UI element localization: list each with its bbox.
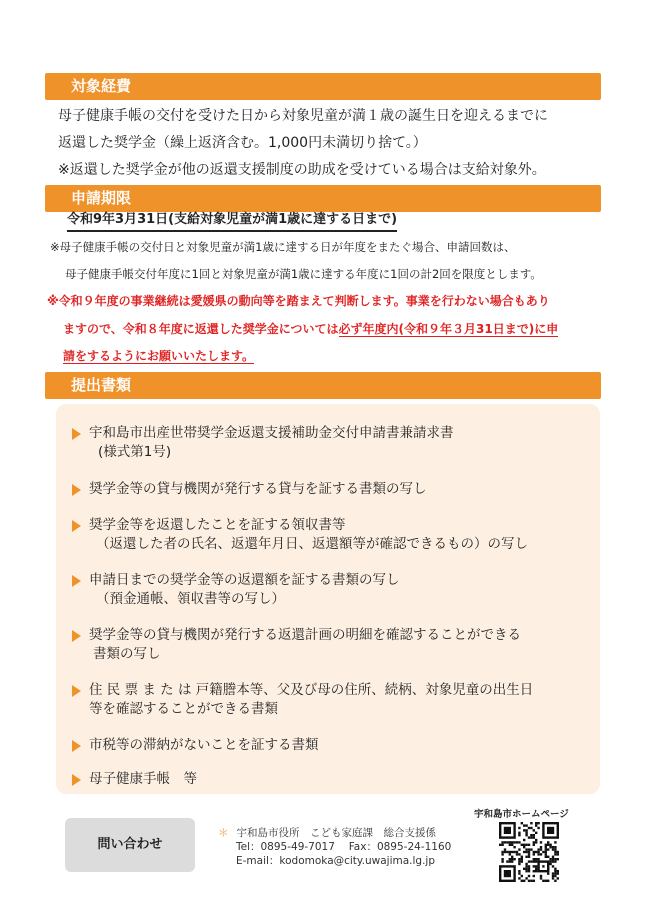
expense-text-line2: 返還した奨学金（繰上返済含む。1,000円未満切り捨て。） [58, 135, 427, 151]
period-note-line1: ※母子健康手帳の交付日と対象児童が満1歳に達する日が年度をまたぐ場合、申請回数は、 [50, 240, 516, 254]
application-deadline: 令和9年3月31日(支給対象児童が満1歳に達する日まで) [67, 210, 397, 232]
triangle-bullet-icon [72, 630, 81, 642]
document-item [72, 626, 521, 664]
document-item-line2: （預金通帳、領収書等の写し） [96, 591, 285, 607]
warning-note-line2b: 必ず年度内(令和９年３月31日まで)に申 [338, 322, 559, 336]
triangle-bullet-icon [72, 520, 81, 532]
document-item-line1: 市税等の滞納がないことを証する書類 [89, 737, 319, 753]
contact-info [218, 826, 451, 868]
document-item-line1: 申請日までの奨学金等の返還額を証する書類の写し [89, 572, 400, 588]
document-item-line1: 住 民 票 ま た は 戸籍謄本等、父及び母の住所、続柄、対象児童の出生日 [89, 682, 534, 698]
document-item [72, 424, 454, 462]
warning-note-line2 [63, 320, 558, 338]
qr-code-label: 宇和島市ホームページ [474, 809, 569, 820]
document-item [72, 681, 533, 719]
warning-note-line2a: ますので、令和８年度に返還した奨学金については [63, 322, 339, 336]
contact-tel-fax: Tel：0895-49-7017 Fax：0895-24-1160 [236, 841, 452, 853]
qr-code-icon[interactable] [499, 822, 559, 882]
document-item-line1: 奨学金等の貸与機関が発行する返還計画の明細を確認することができる [89, 627, 521, 643]
contact-button[interactable]: 問い合わせ [65, 818, 195, 872]
document-item [72, 571, 400, 609]
period-note-line2: 母子健康手帳交付年度に1回と対象児童が満1歳に達する年度に1回の計2回を限度とします。 [65, 267, 542, 281]
document-item-line1: 奨学金等の貸与機関が発行する貸与を証する書類の写し [89, 481, 427, 497]
document-item-line1: 母子健康手帳 等 [89, 771, 197, 787]
warning-note-line3-text: 請をするようにお願いいたします。 [63, 349, 255, 363]
triangle-bullet-icon [72, 774, 81, 786]
contact-office [218, 826, 451, 840]
warning-note-line1: ※令和９年度の事業継続は愛媛県の動向等を踏まえて判断します。事業を行わない場合もあり [47, 294, 550, 308]
expense-note: ※返還した奨学金が他の返還支援制度の助成を受けている場合は支給対象外。 [58, 162, 546, 178]
document-item [72, 516, 528, 554]
contact-email[interactable]: E-mail：kodomoka@city.uwajima.lg.jp [236, 855, 435, 867]
section-heading-expense: 対象経費 [45, 73, 601, 100]
section-heading-period: 申請期限 [45, 185, 601, 212]
document-item [72, 480, 427, 499]
document-item-line2: (様式第1号) [98, 444, 172, 460]
document-item-line1: 宇和島市出産世帯奨学金返還支援補助金交付申請書兼請求書 [89, 425, 454, 441]
warning-note-line3 [63, 347, 254, 365]
triangle-bullet-icon [72, 740, 81, 752]
triangle-bullet-icon [72, 484, 81, 496]
document-item-line2: 等を確認することができる書類 [89, 701, 278, 717]
triangle-bullet-icon [72, 428, 81, 440]
document-item-line1: 奨学金等を返還したことを証する領収書等 [89, 517, 346, 533]
contact-office-text: 宇和島市役所 こども家庭課 総合支援係 [236, 827, 436, 839]
document-item-line2: 書類の写し [93, 646, 161, 662]
triangle-bullet-icon [72, 685, 81, 697]
asterisk-icon: ＊ [218, 827, 229, 839]
document-item-line2: （返還した者の氏名、返還年月日、返還額等が確認できるもの）の写し [96, 536, 528, 552]
document-item [72, 736, 319, 755]
triangle-bullet-icon [72, 575, 81, 587]
document-item [72, 770, 197, 789]
section-heading-documents: 提出書類 [45, 372, 601, 399]
expense-text-line1: 母子健康手帳の交付を受けた日から対象児童が満１歳の誕生日を迎えるまでに [58, 108, 548, 124]
